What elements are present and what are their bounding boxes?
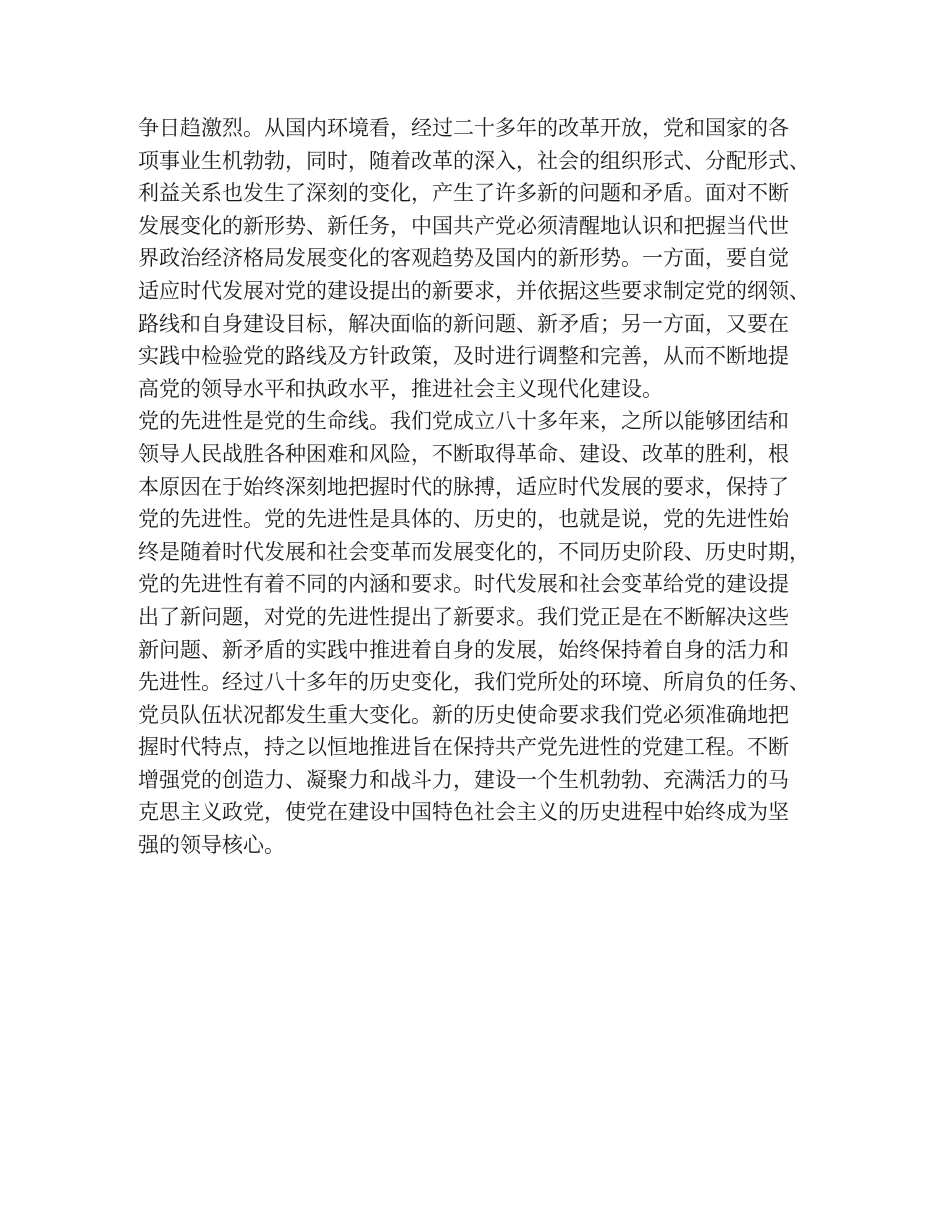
paragraph-line: 终是随着时代发展和社会变革而发展变化的，不同历史阶段、历史时期，: [138, 539, 810, 564]
paragraph-line: 党的先进性有着不同的内涵和要求。时代发展和社会变革给党的建设提: [138, 572, 789, 597]
paragraph-line: 利益关系也发生了深刻的变化，产生了许多新的问题和矛盾。面对不断: [138, 181, 789, 206]
paragraph-line: 克思主义政党，使党在建设中国特色社会主义的历史进程中始终成为坚: [138, 800, 789, 825]
paragraph-line: 发展变化的新形势、新任务，中国共产党必须清醒地认识和把握当代世: [138, 213, 789, 238]
paragraph-line: 项事业生机勃勃，同时，随着改革的深入，社会的组织形式、分配形式、: [138, 148, 810, 173]
paragraph-line: 党的先进性是党的生命线。我们党成立八十多年来，之所以能够团结和: [138, 409, 789, 434]
paragraph-line: 新问题、新矛盾的实践中推进着自身的发展，始终保持着自身的活力和: [138, 637, 789, 662]
paragraph-line: 高党的领导水平和执政水平，推进社会主义现代化建设。: [138, 376, 663, 401]
paragraph-line: 界政治经济格局发展变化的客观趋势及国内的新形势。一方面，要自觉: [138, 246, 789, 271]
paragraph-line: 强的领导核心。: [138, 833, 285, 858]
paragraph-line: 党的先进性。党的先进性是具体的、历史的，也就是说，党的先进性始: [138, 507, 789, 532]
paragraph-2: [138, 405, 818, 861]
paragraph-line: 路线和自身建设目标，解决面临的新问题、新矛盾；另一方面，又要在: [138, 311, 789, 336]
paragraph-line: 增强党的创造力、凝聚力和战斗力，建设一个生机勃勃、充满活力的马: [138, 767, 789, 792]
paragraph-line: 领导人民战胜各种困难和风险，不断取得革命、建设、改革的胜利，根: [138, 441, 789, 466]
paragraph-line: 出了新问题，对党的先进性提出了新要求。我们党正是在不断解决这些: [138, 604, 789, 629]
document-body: [138, 112, 818, 862]
paragraph-line: 党员队伍状况都发生重大变化。新的历史使命要求我们党必须准确地把: [138, 702, 789, 727]
paragraph-line: 适应时代发展对党的建设提出的新要求，并依据这些要求制定党的纲领、: [138, 278, 810, 303]
paragraph-line: 实践中检验党的路线及方针政策，及时进行调整和完善，从而不断地提: [138, 344, 789, 369]
paragraph-line: 争日趋激烈。从国内环境看，经过二十多年的改革开放，党和国家的各: [138, 116, 789, 140]
paragraph-line: 握时代特点，持之以恒地推进旨在保持共产党先进性的党建工程。不断: [138, 735, 789, 760]
paragraph-line: 本原因在于始终深刻地把握时代的脉搏，适应时代发展的要求，保持了: [138, 474, 789, 499]
paragraph-line: 先进性。经过八十多年的历史变化，我们党所处的环境、所肩负的任务、: [138, 670, 810, 695]
paragraph-1: [138, 112, 818, 405]
